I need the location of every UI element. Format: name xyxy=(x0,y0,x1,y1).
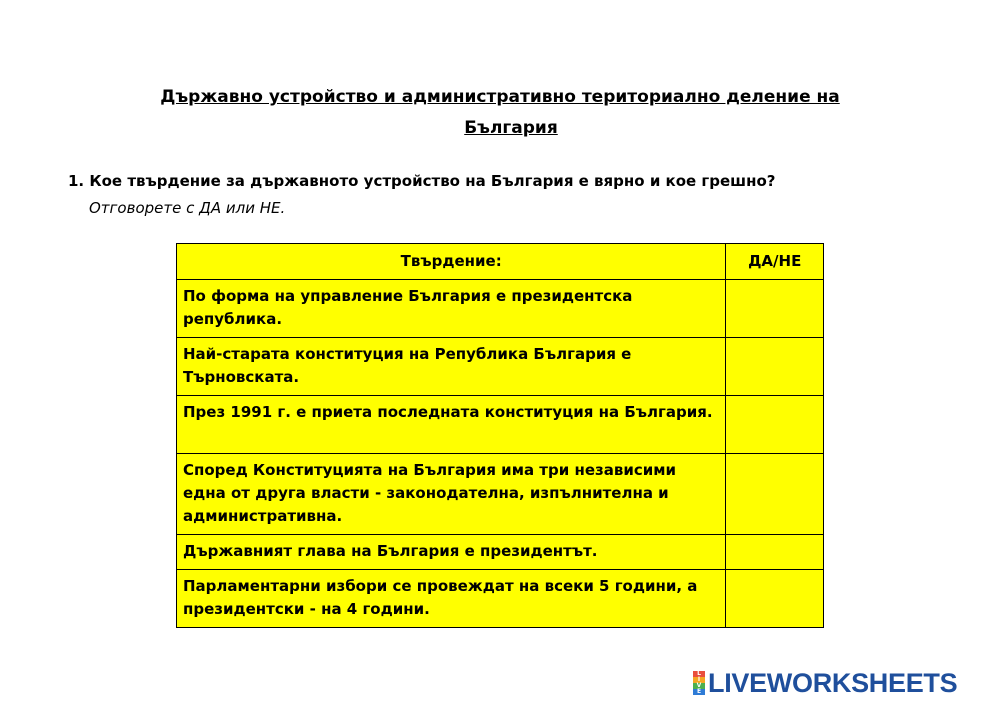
table-row xyxy=(177,280,824,338)
title-line-1: Държавно устройство и административно териториално деление на xyxy=(160,87,840,107)
table-row xyxy=(177,396,824,454)
answer-cell[interactable] xyxy=(726,280,824,338)
table-header-row xyxy=(177,244,824,280)
statement-cell: Според Конституцията на България има три независими една от друга власти - законодателна, изпълнителна и административна. xyxy=(177,454,726,535)
question-text: 1. Кое твърдение за държавното устройство на България е вярно и кое грешно? xyxy=(68,172,776,190)
instruction-text: Отговорете с ДА или НЕ. xyxy=(89,199,286,217)
header-answer: ДА/НЕ xyxy=(726,244,824,280)
statement-cell: Държавният глава на България е президентът. xyxy=(177,535,726,570)
badge-letter: E xyxy=(693,689,705,695)
statement-cell: По форма на управление България е президентска република. xyxy=(177,280,726,338)
answer-cell[interactable] xyxy=(726,454,824,535)
statement-cell: Парламентарни избори се провеждат на всеки 5 години, а президентски - на 4 години. xyxy=(177,570,726,628)
badge-letter: I xyxy=(693,677,705,683)
statement-cell: Най-старата конституция на Република България е Търновската. xyxy=(177,338,726,396)
statements-table xyxy=(176,243,824,628)
header-statement: Твърдение: xyxy=(177,244,726,280)
badge-letter: V xyxy=(693,683,705,689)
answer-cell[interactable] xyxy=(726,396,824,454)
liveworksheets-logo xyxy=(693,668,957,698)
live-badge-icon xyxy=(693,671,705,695)
statement-cell: През 1991 г. е приета последната конституция на България. xyxy=(177,396,726,454)
table-row xyxy=(177,570,824,628)
badge-letter: L xyxy=(693,671,705,677)
answer-cell[interactable] xyxy=(726,535,824,570)
title-line-2: България xyxy=(464,118,558,138)
table-row xyxy=(177,535,824,570)
answer-cell[interactable] xyxy=(726,570,824,628)
page-title xyxy=(0,82,1000,144)
table-row xyxy=(177,454,824,535)
table-row xyxy=(177,338,824,396)
logo-text: LIVEWORKSHEETS xyxy=(708,668,958,698)
answer-cell[interactable] xyxy=(726,338,824,396)
